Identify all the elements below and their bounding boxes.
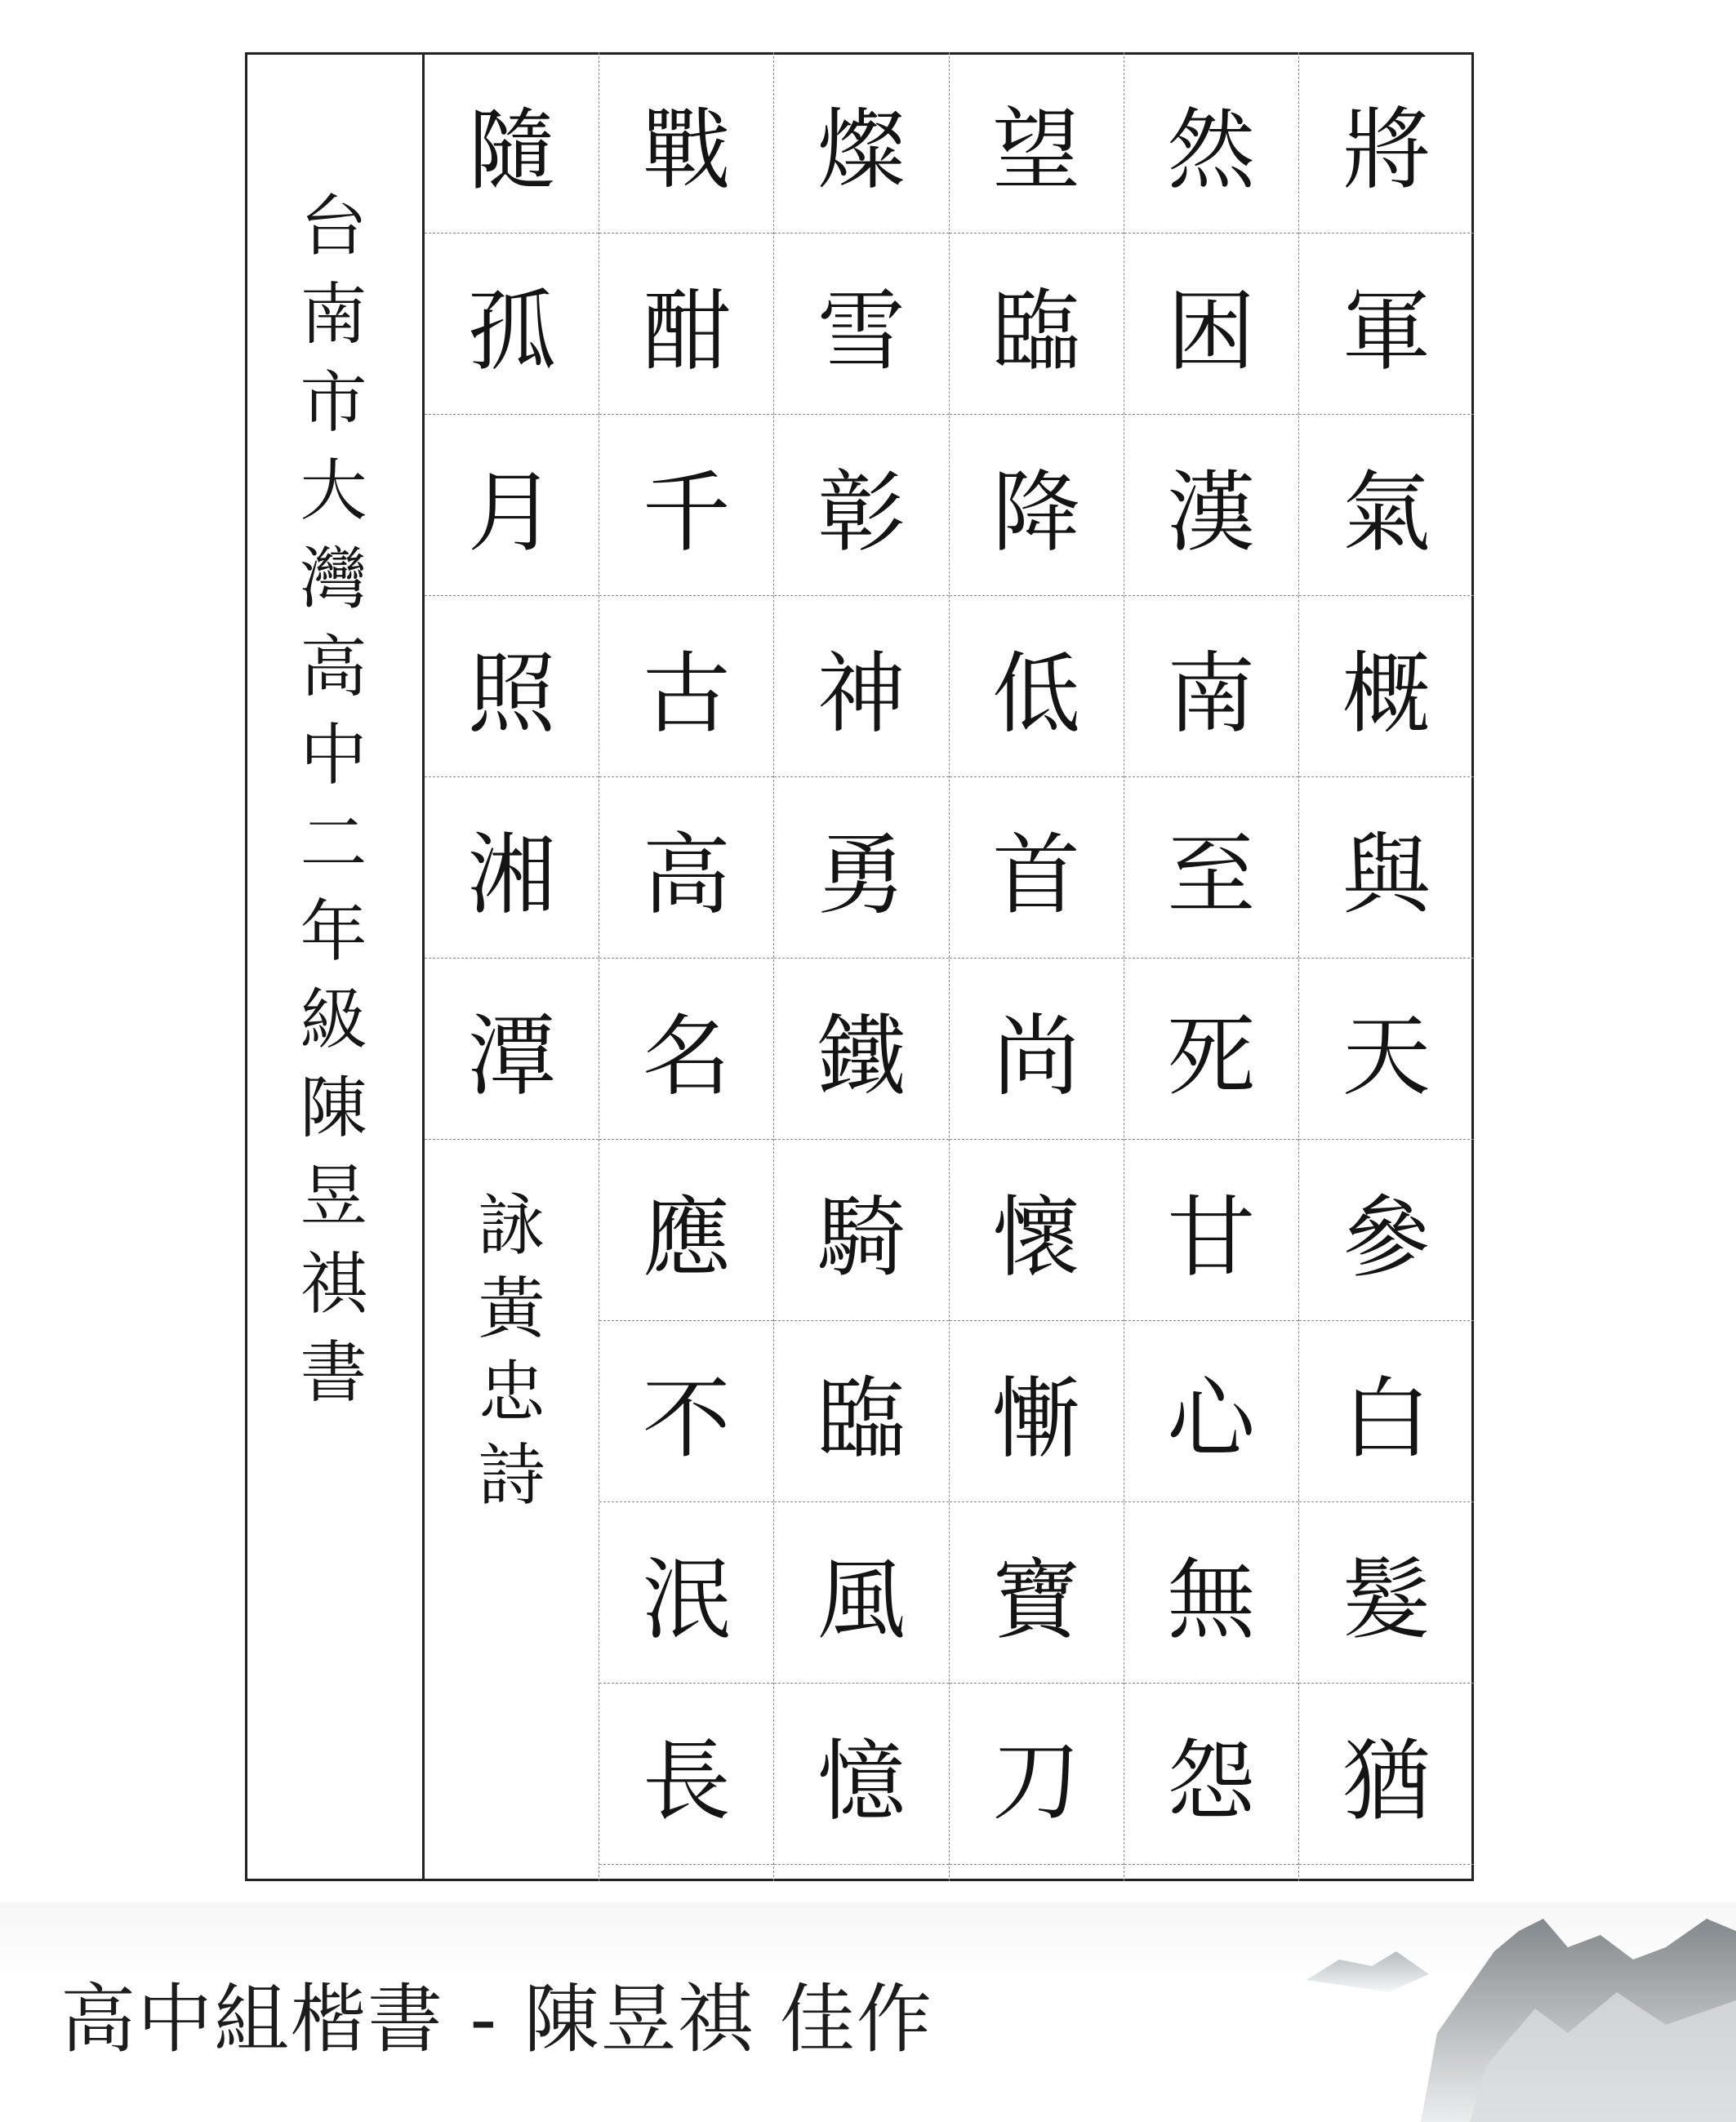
poem-cell: 臨	[774, 1321, 948, 1502]
poem-cell: 彰	[774, 415, 948, 596]
poem-cell: 與	[1299, 777, 1474, 959]
poem-cell: 至	[1124, 777, 1298, 959]
title-char: 黃	[478, 1270, 545, 1348]
poem-grid	[425, 52, 1474, 1881]
poem-cell: 南	[1124, 596, 1298, 777]
signature-char: 大	[300, 452, 367, 530]
caption-text: 高中組楷書 - 陳昱祺 佳作	[60, 1976, 933, 2063]
poem-cell: 死	[1124, 959, 1298, 1140]
poem-cell: 氣	[1299, 415, 1474, 596]
title-char: 忠	[478, 1354, 545, 1431]
poem-cell: 刀	[950, 1684, 1124, 1865]
poem-cell: 無	[1124, 1502, 1298, 1684]
title-char: 詩	[478, 1437, 545, 1515]
signature-char: 灣	[300, 541, 367, 618]
poem-cell: 戰	[599, 52, 773, 234]
poem-cell: 泯	[599, 1502, 773, 1684]
calligraphy-sheet	[245, 52, 1474, 1881]
poem-cell: 然	[1124, 52, 1298, 234]
poem-column-2	[1124, 52, 1299, 1881]
poem-cell: 應	[599, 1140, 773, 1321]
signature-char: 年	[300, 893, 367, 971]
poem-cell: 概	[1299, 596, 1474, 777]
poem-cell: 懷	[950, 1140, 1124, 1321]
title-char: 詠	[478, 1187, 545, 1265]
poem-cell: 隨	[425, 52, 599, 234]
poem-cell: 照	[425, 596, 599, 777]
poem-cell: 髮	[1299, 1502, 1474, 1684]
signature-char: 祺	[300, 1246, 367, 1323]
poem-cell: 天	[1299, 959, 1474, 1140]
poem-cell: 漢	[1124, 415, 1298, 596]
poem-cell: 尚	[950, 959, 1124, 1140]
signature-char: 南	[300, 276, 367, 354]
poem-cell: 孤	[425, 234, 599, 415]
poem-cell: 憶	[774, 1684, 948, 1865]
signature-char: 高	[300, 629, 367, 706]
poem-cell: 將	[1299, 52, 1474, 234]
poem-cell: 潭	[425, 959, 599, 1140]
signature-char: 市	[300, 364, 367, 442]
poem-cell: 慚	[950, 1321, 1124, 1502]
poem-cell: 燦	[774, 52, 948, 234]
poem-column-1	[1299, 52, 1474, 1881]
poem-cell: 寶	[950, 1502, 1124, 1684]
poem-cell: 神	[774, 596, 948, 777]
poem-cell: 雪	[774, 234, 948, 415]
poem-cell: 白	[1299, 1321, 1474, 1502]
poem-column-6	[425, 52, 599, 1881]
poem-cell: 高	[599, 777, 773, 959]
poem-cell: 首	[950, 777, 1124, 959]
poem-cell: 名	[599, 959, 773, 1140]
poem-cell: 甘	[1124, 1140, 1298, 1321]
signature-char: 級	[300, 981, 367, 1059]
signature-char: 昱	[300, 1158, 367, 1235]
poem-cell: 長	[599, 1684, 773, 1865]
poem-column-3	[950, 52, 1124, 1881]
poem-cell: 猶	[1299, 1684, 1474, 1865]
signature-column	[245, 52, 425, 1881]
poem-column-4	[774, 52, 949, 1881]
signature-char: 陳	[300, 1070, 367, 1147]
poem-cell: 低	[950, 596, 1124, 777]
poem-cell: 鐵	[774, 959, 948, 1140]
poem-cell: 不	[599, 1321, 773, 1502]
poem-cell: 月	[425, 415, 599, 596]
signature-char: 台	[300, 188, 367, 265]
poem-cell: 軍	[1299, 234, 1474, 415]
poem-cell: 參	[1299, 1140, 1474, 1321]
poem-column-5	[599, 52, 774, 1881]
poem-cell: 風	[774, 1502, 948, 1684]
poem-cell: 古	[599, 596, 773, 777]
poem-cell: 降	[950, 415, 1124, 596]
signature-char: 二	[300, 805, 367, 883]
poem-cell: 騎	[774, 1140, 948, 1321]
poem-cell: 酣	[599, 234, 773, 415]
poem-cell: 怨	[1124, 1684, 1298, 1865]
poem-title	[425, 1140, 599, 1881]
poem-cell: 湘	[425, 777, 599, 959]
poem-cell: 困	[1124, 234, 1298, 415]
poem-cell: 心	[1124, 1321, 1298, 1502]
signature-char: 中	[300, 717, 367, 794]
mountain-decoration	[1274, 1902, 1736, 2122]
poem-cell: 臨	[950, 234, 1124, 415]
signature-char: 書	[300, 1334, 367, 1412]
poem-cell: 望	[950, 52, 1124, 234]
poem-cell: 千	[599, 415, 773, 596]
signature-text	[300, 183, 367, 1417]
poem-cell: 勇	[774, 777, 948, 959]
